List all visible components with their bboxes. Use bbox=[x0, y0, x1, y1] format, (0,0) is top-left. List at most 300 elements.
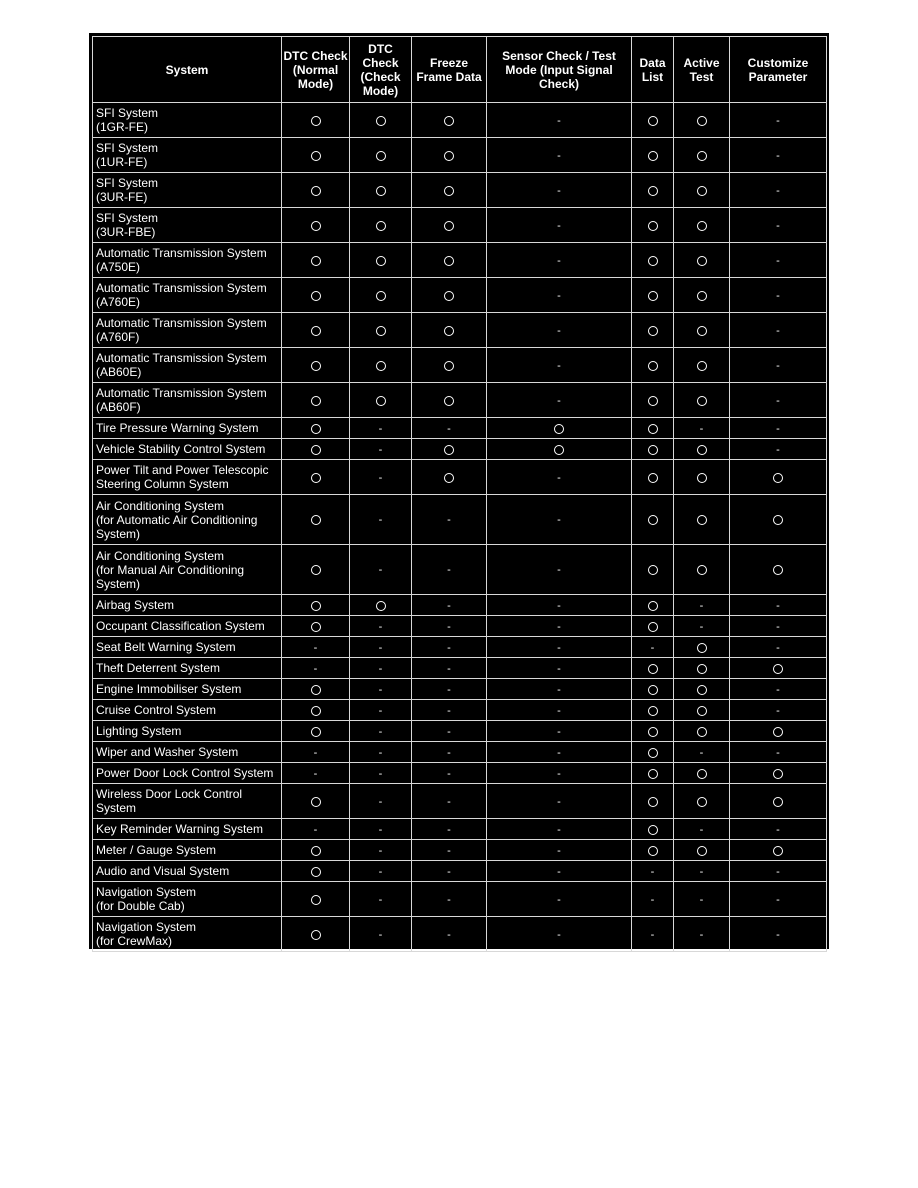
supported-circle-icon bbox=[697, 769, 707, 779]
function-cell bbox=[487, 742, 632, 763]
system-name-line: System bbox=[96, 801, 137, 815]
not-supported-dash: - bbox=[447, 564, 451, 576]
not-supported-dash: - bbox=[557, 114, 561, 127]
supported-circle-icon bbox=[376, 116, 386, 126]
function-cell bbox=[632, 208, 674, 243]
supported-circle-icon bbox=[697, 643, 707, 653]
function-cell bbox=[674, 243, 730, 278]
not-supported-dash: - bbox=[313, 823, 318, 836]
function-cell bbox=[282, 679, 350, 700]
not-supported-dash: - bbox=[776, 746, 780, 759]
supported-circle-icon bbox=[311, 326, 321, 336]
supported-circle-icon bbox=[648, 748, 658, 758]
function-cell bbox=[350, 278, 412, 313]
table-row bbox=[93, 313, 827, 348]
function-cell bbox=[487, 595, 632, 616]
table-row bbox=[93, 917, 827, 952]
not-supported-dash: - bbox=[776, 289, 780, 302]
not-supported-dash: - bbox=[447, 422, 451, 435]
function-cell bbox=[412, 679, 487, 700]
supported-circle-icon bbox=[697, 846, 707, 856]
supported-circle-icon bbox=[311, 396, 321, 406]
function-cell bbox=[487, 679, 632, 700]
supported-circle-icon bbox=[648, 151, 658, 161]
not-supported-dash: - bbox=[313, 767, 318, 780]
function-cell bbox=[350, 138, 412, 173]
not-supported-dash: - bbox=[557, 746, 561, 759]
supported-circle-icon bbox=[648, 186, 658, 196]
system-name-cell bbox=[93, 882, 282, 917]
system-name-line: System) bbox=[96, 526, 141, 541]
supported-circle-icon bbox=[311, 221, 321, 231]
supported-circle-icon bbox=[648, 473, 658, 483]
not-supported-dash: - bbox=[699, 422, 704, 435]
system-name-cell bbox=[93, 243, 282, 278]
function-cell bbox=[350, 763, 412, 784]
function-cell bbox=[350, 721, 412, 742]
header-freeze-frame: Freeze Frame Data bbox=[412, 37, 487, 103]
not-supported-dash: - bbox=[447, 746, 451, 759]
supported-circle-icon bbox=[773, 727, 783, 737]
system-name-line: Wiper and Washer System bbox=[96, 745, 239, 759]
system-name-line: Automatic Transmission System bbox=[96, 281, 267, 295]
system-name-line: Vehicle Stability Control System bbox=[96, 442, 266, 456]
supported-circle-icon bbox=[697, 291, 707, 301]
system-name-line: Audio and Visual System bbox=[96, 864, 230, 878]
system-name-cell bbox=[93, 418, 282, 439]
header-row bbox=[93, 37, 827, 103]
supported-circle-icon bbox=[444, 361, 454, 371]
function-cell bbox=[632, 313, 674, 348]
system-name-cell bbox=[93, 348, 282, 383]
system-name-cell bbox=[93, 545, 282, 595]
function-cell bbox=[282, 173, 350, 208]
not-supported-dash: - bbox=[650, 641, 655, 654]
function-cell bbox=[730, 383, 827, 418]
function-cell bbox=[282, 460, 350, 495]
function-cell bbox=[674, 595, 730, 616]
table-row bbox=[93, 742, 827, 763]
function-cell bbox=[412, 418, 487, 439]
supported-circle-icon bbox=[697, 473, 707, 483]
not-supported-dash: - bbox=[447, 620, 451, 633]
function-cell bbox=[674, 173, 730, 208]
system-name-line: Power Tilt and Power Telescopic bbox=[96, 463, 269, 477]
system-name-line: Automatic Transmission System bbox=[96, 386, 267, 400]
not-supported-dash: - bbox=[650, 865, 655, 878]
function-cell bbox=[350, 595, 412, 616]
supported-circle-icon bbox=[648, 221, 658, 231]
function-cell bbox=[282, 545, 350, 595]
function-cell bbox=[730, 545, 827, 595]
function-cell bbox=[412, 138, 487, 173]
function-cell bbox=[282, 819, 350, 840]
function-cell bbox=[350, 348, 412, 383]
function-cell bbox=[487, 545, 632, 595]
function-cell bbox=[674, 742, 730, 763]
not-supported-dash: - bbox=[557, 289, 561, 302]
not-supported-dash: - bbox=[378, 746, 383, 759]
function-cell bbox=[487, 103, 632, 138]
system-name-cell bbox=[93, 917, 282, 952]
not-supported-dash: - bbox=[699, 893, 704, 906]
function-cell bbox=[412, 882, 487, 917]
system-name-cell bbox=[93, 637, 282, 658]
not-supported-dash: - bbox=[557, 865, 561, 878]
system-name-line: Air Conditioning System bbox=[96, 548, 225, 563]
system-name-line: SFI System bbox=[96, 106, 159, 120]
not-supported-dash: - bbox=[699, 928, 704, 941]
function-cell bbox=[730, 616, 827, 637]
not-supported-dash: - bbox=[447, 725, 451, 738]
not-supported-dash: - bbox=[557, 219, 561, 232]
not-supported-dash: - bbox=[378, 865, 383, 878]
header-system: System bbox=[93, 37, 282, 103]
table-row bbox=[93, 495, 827, 545]
function-cell bbox=[412, 819, 487, 840]
supported-circle-icon bbox=[311, 706, 321, 716]
system-name-cell bbox=[93, 742, 282, 763]
function-cell bbox=[730, 637, 827, 658]
table-row bbox=[93, 840, 827, 861]
function-cell bbox=[730, 208, 827, 243]
function-cell bbox=[632, 819, 674, 840]
function-cell bbox=[674, 495, 730, 545]
not-supported-dash: - bbox=[557, 844, 561, 857]
function-cell bbox=[282, 348, 350, 383]
table-row bbox=[93, 861, 827, 882]
supported-circle-icon bbox=[648, 685, 658, 695]
function-cell bbox=[730, 439, 827, 460]
function-cell bbox=[674, 637, 730, 658]
system-name-line: (for Double Cab) bbox=[96, 899, 185, 913]
not-supported-dash: - bbox=[699, 599, 704, 612]
function-cell bbox=[730, 460, 827, 495]
table-row bbox=[93, 418, 827, 439]
system-name-cell bbox=[93, 208, 282, 243]
not-supported-dash: - bbox=[776, 620, 780, 633]
function-cell bbox=[730, 348, 827, 383]
function-cell bbox=[730, 819, 827, 840]
not-supported-dash: - bbox=[557, 471, 561, 484]
supported-circle-icon bbox=[444, 396, 454, 406]
not-supported-dash: - bbox=[447, 893, 451, 906]
function-cell bbox=[674, 721, 730, 742]
system-name-line: Power Door Lock Control System bbox=[96, 766, 274, 780]
not-supported-dash: - bbox=[557, 662, 561, 675]
system-name-cell bbox=[93, 763, 282, 784]
system-name-cell bbox=[93, 495, 282, 545]
system-name-cell bbox=[93, 784, 282, 819]
function-cell bbox=[487, 700, 632, 721]
supported-circle-icon bbox=[311, 151, 321, 161]
supported-circle-icon bbox=[697, 256, 707, 266]
system-name-line: System) bbox=[96, 576, 141, 591]
function-cell bbox=[350, 103, 412, 138]
supported-circle-icon bbox=[311, 930, 321, 940]
system-name-line: Airbag System bbox=[96, 598, 175, 612]
function-cell bbox=[350, 495, 412, 545]
function-cell bbox=[282, 418, 350, 439]
system-name-line: (1UR-FE) bbox=[96, 155, 148, 169]
not-supported-dash: - bbox=[650, 893, 655, 906]
function-cell bbox=[730, 784, 827, 819]
function-cell bbox=[282, 784, 350, 819]
not-supported-dash: - bbox=[557, 795, 561, 808]
not-supported-dash: - bbox=[776, 704, 780, 717]
table-row bbox=[93, 278, 827, 313]
not-supported-dash: - bbox=[557, 928, 561, 941]
function-cell bbox=[674, 383, 730, 418]
function-cell bbox=[632, 721, 674, 742]
function-cell bbox=[282, 882, 350, 917]
supported-circle-icon bbox=[773, 473, 783, 483]
function-cell bbox=[350, 679, 412, 700]
function-cell bbox=[282, 495, 350, 545]
table-row bbox=[93, 658, 827, 679]
function-cell bbox=[350, 616, 412, 637]
function-cell bbox=[632, 917, 674, 952]
supported-circle-icon bbox=[554, 424, 564, 434]
supported-circle-icon bbox=[444, 221, 454, 231]
supported-circle-icon bbox=[376, 291, 386, 301]
function-cell bbox=[350, 784, 412, 819]
system-name-cell bbox=[93, 103, 282, 138]
supported-circle-icon bbox=[773, 515, 783, 525]
table-row bbox=[93, 721, 827, 742]
supported-circle-icon bbox=[376, 151, 386, 161]
not-supported-dash: - bbox=[776, 114, 780, 127]
not-supported-dash: - bbox=[776, 219, 780, 232]
not-supported-dash: - bbox=[776, 823, 780, 836]
not-supported-dash: - bbox=[313, 746, 318, 759]
system-name-cell bbox=[93, 439, 282, 460]
function-cell bbox=[487, 208, 632, 243]
table-row bbox=[93, 173, 827, 208]
system-name-line: Automatic Transmission System bbox=[96, 316, 267, 330]
not-supported-dash: - bbox=[313, 662, 318, 675]
function-cell bbox=[674, 679, 730, 700]
function-cell bbox=[730, 103, 827, 138]
function-cell bbox=[282, 742, 350, 763]
system-name-line: (AB60F) bbox=[96, 400, 141, 414]
system-name-line: Lighting System bbox=[96, 724, 182, 738]
function-cell bbox=[674, 439, 730, 460]
not-supported-dash: - bbox=[776, 683, 780, 696]
function-cell bbox=[487, 243, 632, 278]
system-name-line: Automatic Transmission System bbox=[96, 351, 267, 365]
function-cell bbox=[487, 882, 632, 917]
table-row bbox=[93, 616, 827, 637]
function-cell bbox=[730, 840, 827, 861]
function-cell bbox=[487, 313, 632, 348]
system-name-cell bbox=[93, 595, 282, 616]
header-customize: Customize Parameter bbox=[730, 37, 827, 103]
not-supported-dash: - bbox=[447, 641, 451, 654]
function-cell bbox=[350, 840, 412, 861]
system-name-cell bbox=[93, 138, 282, 173]
function-cell bbox=[632, 243, 674, 278]
not-supported-dash: - bbox=[378, 641, 383, 654]
function-cell bbox=[632, 658, 674, 679]
function-cell bbox=[350, 637, 412, 658]
table-row bbox=[93, 348, 827, 383]
not-supported-dash: - bbox=[557, 893, 561, 906]
function-cell bbox=[412, 658, 487, 679]
function-cell bbox=[412, 784, 487, 819]
function-cell bbox=[282, 439, 350, 460]
supported-circle-icon bbox=[773, 769, 783, 779]
not-supported-dash: - bbox=[447, 599, 451, 612]
supported-circle-icon bbox=[311, 601, 321, 611]
system-name-line: Navigation System bbox=[96, 920, 197, 934]
not-supported-dash: - bbox=[557, 359, 561, 372]
function-cell bbox=[487, 495, 632, 545]
function-cell bbox=[350, 173, 412, 208]
function-cell bbox=[350, 882, 412, 917]
supported-circle-icon bbox=[311, 797, 321, 807]
function-cell bbox=[730, 679, 827, 700]
table-row bbox=[93, 679, 827, 700]
function-cell bbox=[282, 208, 350, 243]
system-name-line: (A760F) bbox=[96, 330, 140, 344]
supported-circle-icon bbox=[697, 445, 707, 455]
system-name-cell bbox=[93, 679, 282, 700]
header-dtc-check: DTC Check (Check Mode) bbox=[350, 37, 412, 103]
not-supported-dash: - bbox=[378, 564, 383, 576]
supported-circle-icon bbox=[311, 473, 321, 483]
function-cell bbox=[632, 616, 674, 637]
supported-circle-icon bbox=[444, 445, 454, 455]
system-name-cell bbox=[93, 383, 282, 418]
function-cell bbox=[487, 840, 632, 861]
system-name-cell bbox=[93, 278, 282, 313]
not-supported-dash: - bbox=[378, 662, 383, 675]
function-cell bbox=[350, 658, 412, 679]
header-active-test: Active Test bbox=[674, 37, 730, 103]
supported-circle-icon bbox=[697, 565, 707, 575]
system-name-line: Key Reminder Warning System bbox=[96, 822, 263, 836]
function-cell bbox=[350, 208, 412, 243]
not-supported-dash: - bbox=[699, 620, 704, 633]
system-name-line: (3UR-FE) bbox=[96, 190, 148, 204]
system-name-cell bbox=[93, 861, 282, 882]
not-supported-dash: - bbox=[378, 422, 383, 435]
not-supported-dash: - bbox=[699, 865, 704, 878]
table-row bbox=[93, 383, 827, 418]
not-supported-dash: - bbox=[699, 823, 704, 836]
function-cell bbox=[632, 383, 674, 418]
function-cell bbox=[632, 545, 674, 595]
function-cell bbox=[674, 138, 730, 173]
supported-circle-icon bbox=[376, 361, 386, 371]
function-cell bbox=[282, 243, 350, 278]
supported-circle-icon bbox=[697, 706, 707, 716]
function-cell bbox=[487, 418, 632, 439]
function-cell bbox=[350, 313, 412, 348]
function-cell bbox=[730, 243, 827, 278]
not-supported-dash: - bbox=[557, 184, 561, 197]
not-supported-dash: - bbox=[378, 767, 383, 780]
supported-circle-icon bbox=[697, 664, 707, 674]
supported-circle-icon bbox=[648, 291, 658, 301]
function-cell bbox=[730, 313, 827, 348]
function-cell bbox=[487, 763, 632, 784]
supported-circle-icon bbox=[376, 326, 386, 336]
function-cell bbox=[674, 460, 730, 495]
supported-circle-icon bbox=[311, 445, 321, 455]
supported-circle-icon bbox=[773, 664, 783, 674]
supported-circle-icon bbox=[311, 291, 321, 301]
not-supported-dash: - bbox=[776, 184, 780, 197]
not-supported-dash: - bbox=[557, 725, 561, 738]
function-cell bbox=[632, 840, 674, 861]
function-cell bbox=[487, 138, 632, 173]
function-cell bbox=[730, 742, 827, 763]
not-supported-dash: - bbox=[776, 928, 780, 941]
function-cell bbox=[282, 278, 350, 313]
table-row bbox=[93, 243, 827, 278]
function-cell bbox=[350, 700, 412, 721]
not-supported-dash: - bbox=[447, 928, 451, 941]
supported-circle-icon bbox=[376, 186, 386, 196]
function-cell bbox=[412, 917, 487, 952]
function-cell bbox=[487, 637, 632, 658]
function-cell bbox=[674, 545, 730, 595]
function-cell bbox=[487, 348, 632, 383]
function-cell bbox=[282, 721, 350, 742]
supported-circle-icon bbox=[648, 825, 658, 835]
function-cell bbox=[412, 439, 487, 460]
not-supported-dash: - bbox=[447, 704, 451, 717]
function-cell bbox=[674, 313, 730, 348]
function-cell bbox=[412, 700, 487, 721]
table-row bbox=[93, 545, 827, 595]
not-supported-dash: - bbox=[378, 683, 383, 696]
function-cell bbox=[412, 348, 487, 383]
not-supported-dash: - bbox=[776, 149, 780, 162]
system-name-line: Engine Immobiliser System bbox=[96, 682, 242, 696]
function-cell bbox=[282, 595, 350, 616]
not-supported-dash: - bbox=[378, 795, 383, 808]
function-cell bbox=[632, 784, 674, 819]
supported-circle-icon bbox=[697, 396, 707, 406]
function-cell bbox=[730, 278, 827, 313]
system-name-line: (A760E) bbox=[96, 295, 141, 309]
not-supported-dash: - bbox=[776, 443, 780, 456]
table-row bbox=[93, 637, 827, 658]
system-name-line: Navigation System bbox=[96, 885, 197, 899]
supported-circle-icon bbox=[311, 256, 321, 266]
function-cell bbox=[632, 460, 674, 495]
not-supported-dash: - bbox=[557, 620, 561, 633]
system-name-line: Air Conditioning System bbox=[96, 498, 225, 513]
not-supported-dash: - bbox=[557, 514, 561, 526]
function-cell bbox=[487, 616, 632, 637]
system-name-line: Wireless Door Lock Control bbox=[96, 787, 243, 801]
supported-circle-icon bbox=[773, 797, 783, 807]
function-cell bbox=[350, 545, 412, 595]
system-name-cell bbox=[93, 658, 282, 679]
supported-circle-icon bbox=[648, 846, 658, 856]
not-supported-dash: - bbox=[557, 683, 561, 696]
system-name-cell bbox=[93, 840, 282, 861]
function-cell bbox=[487, 917, 632, 952]
supported-circle-icon bbox=[311, 424, 321, 434]
function-cell bbox=[674, 658, 730, 679]
not-supported-dash: - bbox=[378, 928, 383, 941]
supported-circle-icon bbox=[697, 221, 707, 231]
